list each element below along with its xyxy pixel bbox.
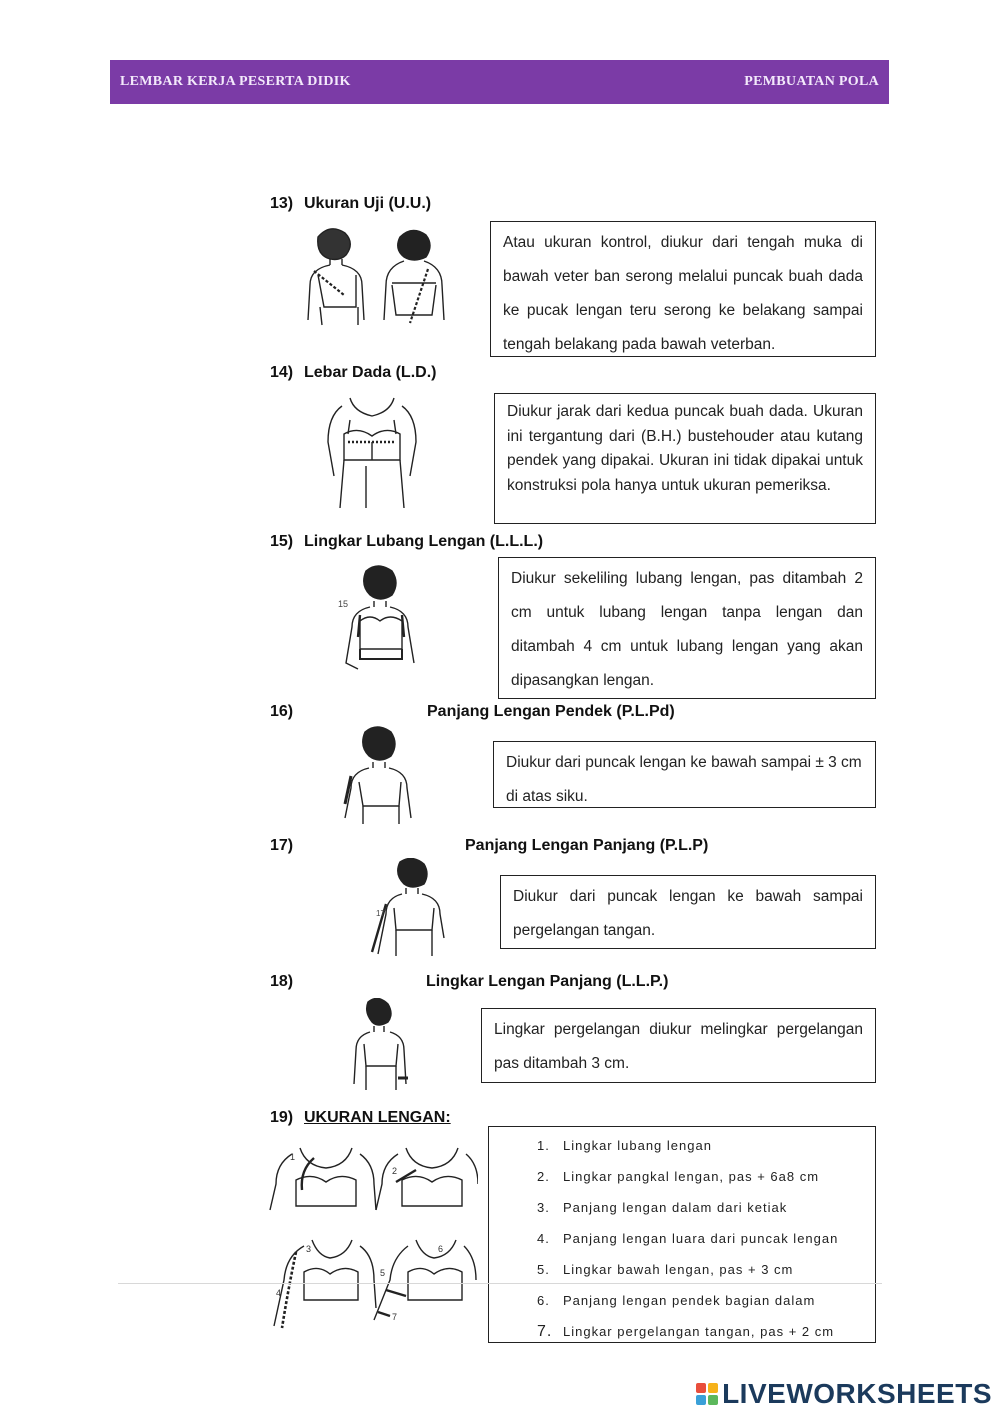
section-15-heading: 15) Lingkar Lubang Lengan (L.L.L.)	[270, 533, 544, 550]
figure-15-label: 15	[338, 599, 349, 609]
list-item: 3. Panjang lengan dalam dari ketiak	[537, 1200, 788, 1215]
sleeve-measurement-list-box	[488, 1126, 876, 1343]
figure-lebar-dada	[320, 396, 425, 511]
figure-panjang-lengan-pendek	[335, 726, 425, 826]
section-16-title: Panjang Lengan Pendek (P.L.Pd)	[427, 703, 675, 720]
section-13-heading: 13) Ukuran Uji (U.U.)	[270, 195, 432, 212]
section-18-description: Lingkar pergelangan diukur melingkar pergelangan pas ditambah 3 cm.	[481, 1008, 876, 1083]
figure-panjang-lengan-panjang	[368, 858, 453, 958]
figure-lingkar-lengan-panjang	[346, 998, 416, 1093]
sleeve-measurement-list	[537, 1130, 875, 1343]
figure-17-label: 17	[376, 909, 385, 918]
section-13-description: Atau ukuran kontrol, diukur dari tengah muka di bawah veter ban serong melalui puncak buah dada ke pucak lengan teru serong ke belakang sampai tengah belakang pada bawah veterban.	[490, 221, 876, 357]
section-16-description: Diukur dari puncak lengan ke bawah sampai ± 3 cm di atas siku.	[493, 741, 876, 808]
liveworksheets-brand-text: LIVEWORKSHEETS	[722, 1378, 992, 1409]
section-18-heading: 18)	[270, 973, 294, 990]
figure-19-label-5: 5	[380, 1268, 386, 1278]
list-item: 4. Panjang lengan luara dari puncak lengan	[537, 1231, 839, 1246]
list-item: 7. Lingkar pergelangan tangan, pas + 2 cm	[537, 1323, 835, 1340]
list-item: 1. Lingkar lubang lengan	[537, 1138, 712, 1153]
section-17-title: Panjang Lengan Panjang (P.L.P)	[465, 837, 709, 854]
liveworksheets-logo[interactable]	[696, 1378, 992, 1410]
figure-ukuran-uji	[300, 225, 450, 330]
figure-19-label-7: 7	[392, 1312, 398, 1322]
section-14-description: Diukur jarak dari kedua puncak buah dada. Ukuran ini tergantung dari (B.H.) bustehouder atau kutang pendek yang dipakai. Ukuran ini tidak dipakai untuk konstruksi pola hanya untuk ukuran pemeriksa.	[494, 393, 876, 524]
section-17-heading: 17)	[270, 837, 294, 854]
header-title-right: PEMBUATAN POLA	[744, 74, 879, 89]
figure-19-label-1: 1	[290, 1152, 296, 1162]
page-header	[110, 60, 889, 104]
section-14-heading: 14) Lebar Dada (L.D.)	[270, 364, 437, 381]
list-item: 2. Lingkar pangkal lengan, pas + 6a8 cm	[537, 1169, 820, 1184]
footer-divider	[118, 1283, 882, 1284]
section-17-description: Diukur dari puncak lengan ke bawah sampai pergelangan tangan.	[500, 875, 876, 949]
figure-19-label-6: 6	[438, 1244, 444, 1254]
section-16-heading: 16)	[270, 703, 294, 720]
section-15-description: Diukur sekeliling lubang lengan, pas ditambah 2 cm untuk lubang lengan tanpa lengan dan ditambah 4 cm untuk lubang lengan yang akan dipasangkan lengan.	[498, 557, 876, 699]
list-item: 6. Panjang lengan pendek bagian dalam	[537, 1293, 816, 1308]
section-18-title: Lingkar Lengan Panjang (L.L.P.)	[426, 973, 669, 990]
figure-19-label-4: 4	[276, 1288, 282, 1298]
figure-19-label-2: 2	[392, 1166, 398, 1176]
figure-lingkar-lubang-lengan	[330, 563, 430, 683]
liveworksheets-logo-icon	[696, 1383, 718, 1405]
section-19-heading: 19) UKURAN LENGAN:	[270, 1109, 451, 1126]
figure-19-label-3: 3	[306, 1244, 312, 1254]
header-title-left: LEMBAR KERJA PESERTA DIDIK	[120, 74, 351, 89]
list-item: 5. Lingkar bawah lengan, pas + 3 cm	[537, 1262, 794, 1277]
figure-ukuran-lengan	[266, 1140, 478, 1338]
